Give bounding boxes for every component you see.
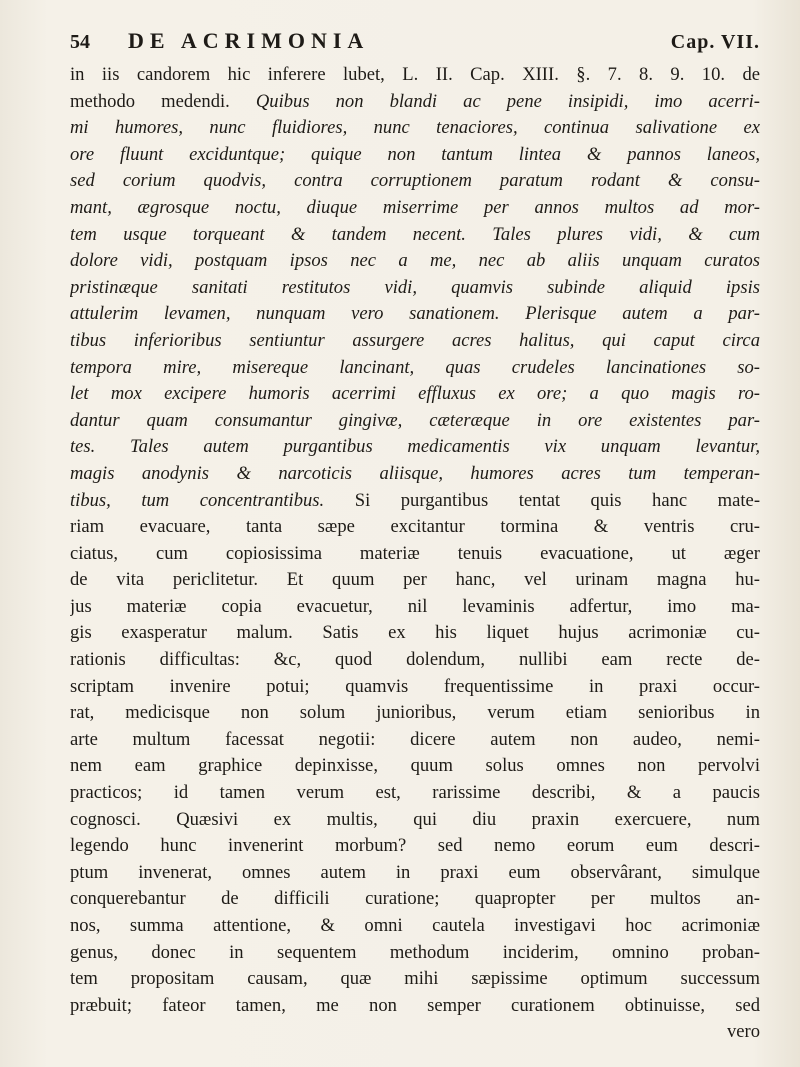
text-segment: tempora mire, misereque lancinant, quas crudeles lancinationes so- — [70, 356, 760, 378]
text-line — [70, 966, 760, 993]
text-segment: tes. Tales autem purgantibus medicamentis vix unquam levantur, — [70, 436, 760, 458]
text-segment: tibus inferioribus sentiuntur assurgere acres halitus, qui caput circa — [70, 329, 760, 351]
text-line — [70, 461, 760, 488]
text-segment: scriptam invenire potui; quamvis frequentissime in praxi occur- — [70, 675, 760, 697]
running-head — [70, 28, 760, 62]
text-line — [70, 807, 760, 834]
text-line — [70, 408, 760, 435]
text-line — [70, 833, 760, 860]
text-line — [70, 940, 760, 967]
text-segment: mant, ægrosque noctu, diuque miserrime per annos multos ad mor- — [70, 196, 760, 218]
body-text — [70, 62, 760, 1046]
text-line — [70, 567, 760, 594]
text-line — [70, 620, 760, 647]
text-segment: cognosci. Quæsivi ex multis, qui diu praxin exercuere, num — [70, 808, 760, 830]
text-line — [70, 700, 760, 727]
text-line — [70, 381, 760, 408]
text-line — [70, 434, 760, 461]
text-line — [70, 780, 760, 807]
text-line — [70, 168, 760, 195]
text-segment: nem eam graphice depinxisse, quum solus omnes non pervolvi — [70, 755, 760, 777]
text-segment: sed corium quodvis, contra corruptionem paratum rodant & consu- — [70, 170, 760, 192]
text-segment: nos, summa attentione, & omni cautela investigavi hoc acrimoniæ — [70, 915, 760, 936]
text-segment: ciatus, cum copiosissima materiæ tenuis evacuatione, ut æger — [70, 542, 760, 564]
chapter-label: Cap. VII. — [670, 31, 760, 53]
text-line — [70, 886, 760, 913]
text-segment: mi humores, nunc fluidiores, nunc tenaciores, continua salivatione ex — [70, 117, 760, 139]
text-segment: jus materiæ copia evacuetur, nil levaminis adfertur, imo ma- — [70, 595, 760, 617]
text-segment: attulerim levamen, nunquam vero sanationem. Plerisque autem a par- — [70, 303, 760, 325]
text-segment: dantur quam consumantur gingivæ, cæteræque in ore existentes par- — [70, 409, 760, 431]
text-line — [70, 1019, 760, 1046]
text-segment: de vita periclitetur. Et quum per hanc, vel urinam magna hu- — [70, 569, 760, 591]
text-line — [70, 248, 760, 275]
text-line — [70, 62, 760, 89]
text-segment: let mox excipere humoris acerrimi effluxus ex ore; a quo magis ro- — [70, 383, 760, 405]
text-segment: arte multum facessat negotii: dicere autem non audeo, nemi- — [70, 728, 760, 750]
text-segment: tibus, tum concentrantibus. — [70, 489, 325, 511]
text-line — [70, 115, 760, 142]
text-line — [70, 222, 760, 249]
text-segment: practicos; id tamen verum est, rarissime describi, & a paucis — [70, 782, 760, 804]
text-line — [70, 488, 760, 515]
text-segment: rationis difficultas: &c, quod dolendum, nullibi eam recte de- — [70, 649, 760, 671]
text-segment: genus, donec in sequentem methodum inciderim, omnino proban- — [70, 941, 760, 963]
text-segment: dolore vidi, postquam ipsos nec a me, nec ab aliis unquam curatos — [70, 250, 760, 272]
text-line — [70, 89, 760, 116]
text-line — [70, 328, 760, 355]
text-line — [70, 142, 760, 169]
text-line — [70, 753, 760, 780]
page-number: 54 — [70, 31, 90, 53]
text-segment: vero — [726, 1021, 760, 1043]
text-line — [70, 355, 760, 382]
text-segment: pristinæque sanitati restitutos vidi, quamvis subinde aliquid ipsis — [70, 276, 760, 298]
text-line — [70, 541, 760, 568]
text-line — [70, 674, 760, 701]
text-segment: gis exasperatur malum. Satis ex his liquet hujus acrimoniæ cu- — [70, 622, 760, 644]
text-line — [70, 275, 760, 302]
text-line — [70, 301, 760, 328]
text-segment: Si purgantibus tentat quis hanc mate- — [324, 489, 760, 511]
text-segment: præbuit; fateor tamen, me non semper curationem obtinuisse, sed — [70, 994, 760, 1016]
text-line — [70, 993, 760, 1020]
text-segment: riam evacuare, tanta sæpe excitantur tormina & ventris cru- — [70, 516, 760, 538]
text-line — [70, 860, 760, 887]
text-segment: ore fluunt exciduntque; quique non tantum lintea & pannos laneos, — [70, 143, 760, 165]
text-segment: ptum invenerat, omnes autem in praxi eum observârant, simulque — [70, 861, 760, 883]
text-line — [70, 514, 760, 541]
running-title: DE ACRIMONIA — [128, 28, 370, 53]
text-segment: in iis candorem hic inferere lubet, L. II. Cap. XIII. §. 7. 8. 9. 10. de — [70, 64, 760, 85]
text-line — [70, 647, 760, 674]
text-segment: tem propositam causam, quæ mihi sæpissime optimum successum — [70, 968, 760, 990]
text-segment: conquerebantur de difficili curatione; quapropter per multos an- — [70, 888, 760, 910]
text-segment: rat, medicisque non solum junioribus, verum etiam senioribus in — [70, 702, 760, 724]
text-segment: methodo medendi. — [70, 90, 256, 112]
text-segment: magis anodynis & narcoticis aliisque, humores acres tum temperan- — [70, 462, 760, 484]
text-line — [70, 913, 760, 940]
text-line — [70, 594, 760, 621]
text-segment: tem usque torqueant & tandem necent. Tales plures vidi, & cum — [70, 223, 760, 245]
text-segment: Quibus non blandi ac pene insipidi, imo acerri- — [255, 90, 760, 112]
text-line — [70, 727, 760, 754]
text-line — [70, 195, 760, 222]
text-segment: legendo hunc invenerint morbum? sed nemo eorum eum descri- — [70, 835, 760, 857]
